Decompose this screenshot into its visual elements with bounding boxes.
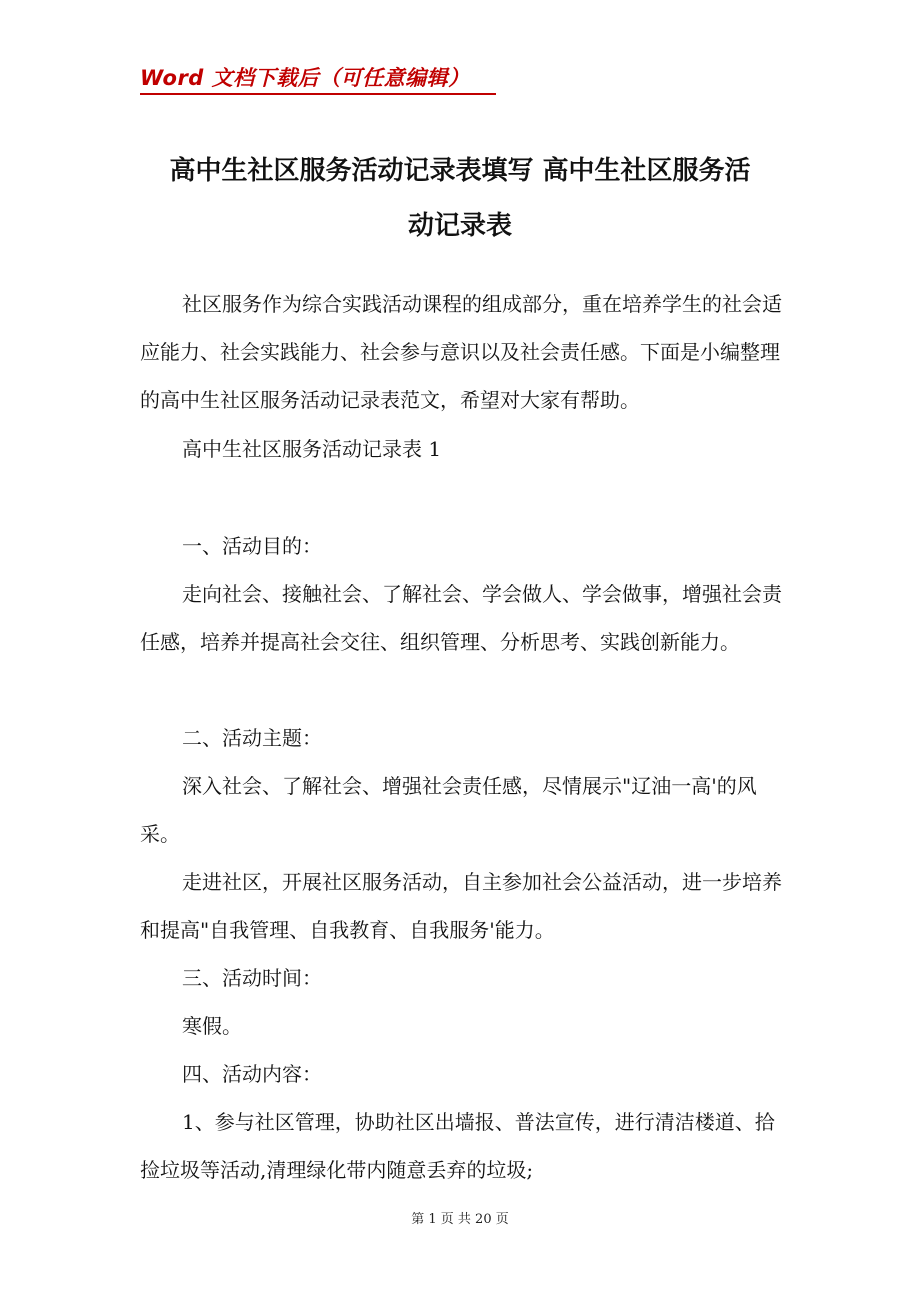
intro-paragraph: 社区服务作为综合实践活动课程的组成部分，重在培养学生的社会适应能力、社会实践能力、社会参与意识以及社会责任感。下面是小编整理的高中生社区服务活动记录表范文，希望对大家有帮助。 <box>140 292 782 412</box>
section4-heading: 四、活动内容： <box>182 1062 322 1086</box>
header-underline <box>140 93 496 95</box>
section3-paragraph: 寒假。 <box>182 1014 242 1038</box>
section2-heading: 二、活动主题： <box>182 726 322 750</box>
section1-paragraph: 走向社会、接触社会、了解社会、学会做人、学会做事，增强社会责任感，培养并提高社会交往、组织管理、分析思考、实践创新能力。 <box>140 582 782 654</box>
subtitle: 高中生社区服务活动记录表 1 <box>182 437 442 461</box>
document-header: Word 文档下载后（可任意编辑） <box>140 66 470 90</box>
document-title-line1: 高中生社区服务活动记录表填写 高中生社区服务活 <box>169 156 751 186</box>
section2-paragraph1: 深入社会、了解社会、增强社会责任感，尽情展示"辽油一高'的风采。 <box>140 774 757 846</box>
section2-paragraph2: 走进社区，开展社区服务活动，自主参加社会公益活动，进一步培养和提高"自我管理、自我教育、自我服务'能力。 <box>140 870 782 942</box>
document-title-line2: 动记录表 <box>407 211 512 241</box>
page-footer: 第 1 页 共 20 页 <box>411 1212 509 1227</box>
section4-item1: 1、参与社区管理，协助社区出墙报、普法宣传，进行清洁楼道、拾捡垃圾等活动,清理绿化带内随意丢弃的垃圾; <box>140 1110 775 1182</box>
section3-heading: 三、活动时间： <box>182 966 322 990</box>
section1-heading: 一、活动目的： <box>182 534 322 558</box>
